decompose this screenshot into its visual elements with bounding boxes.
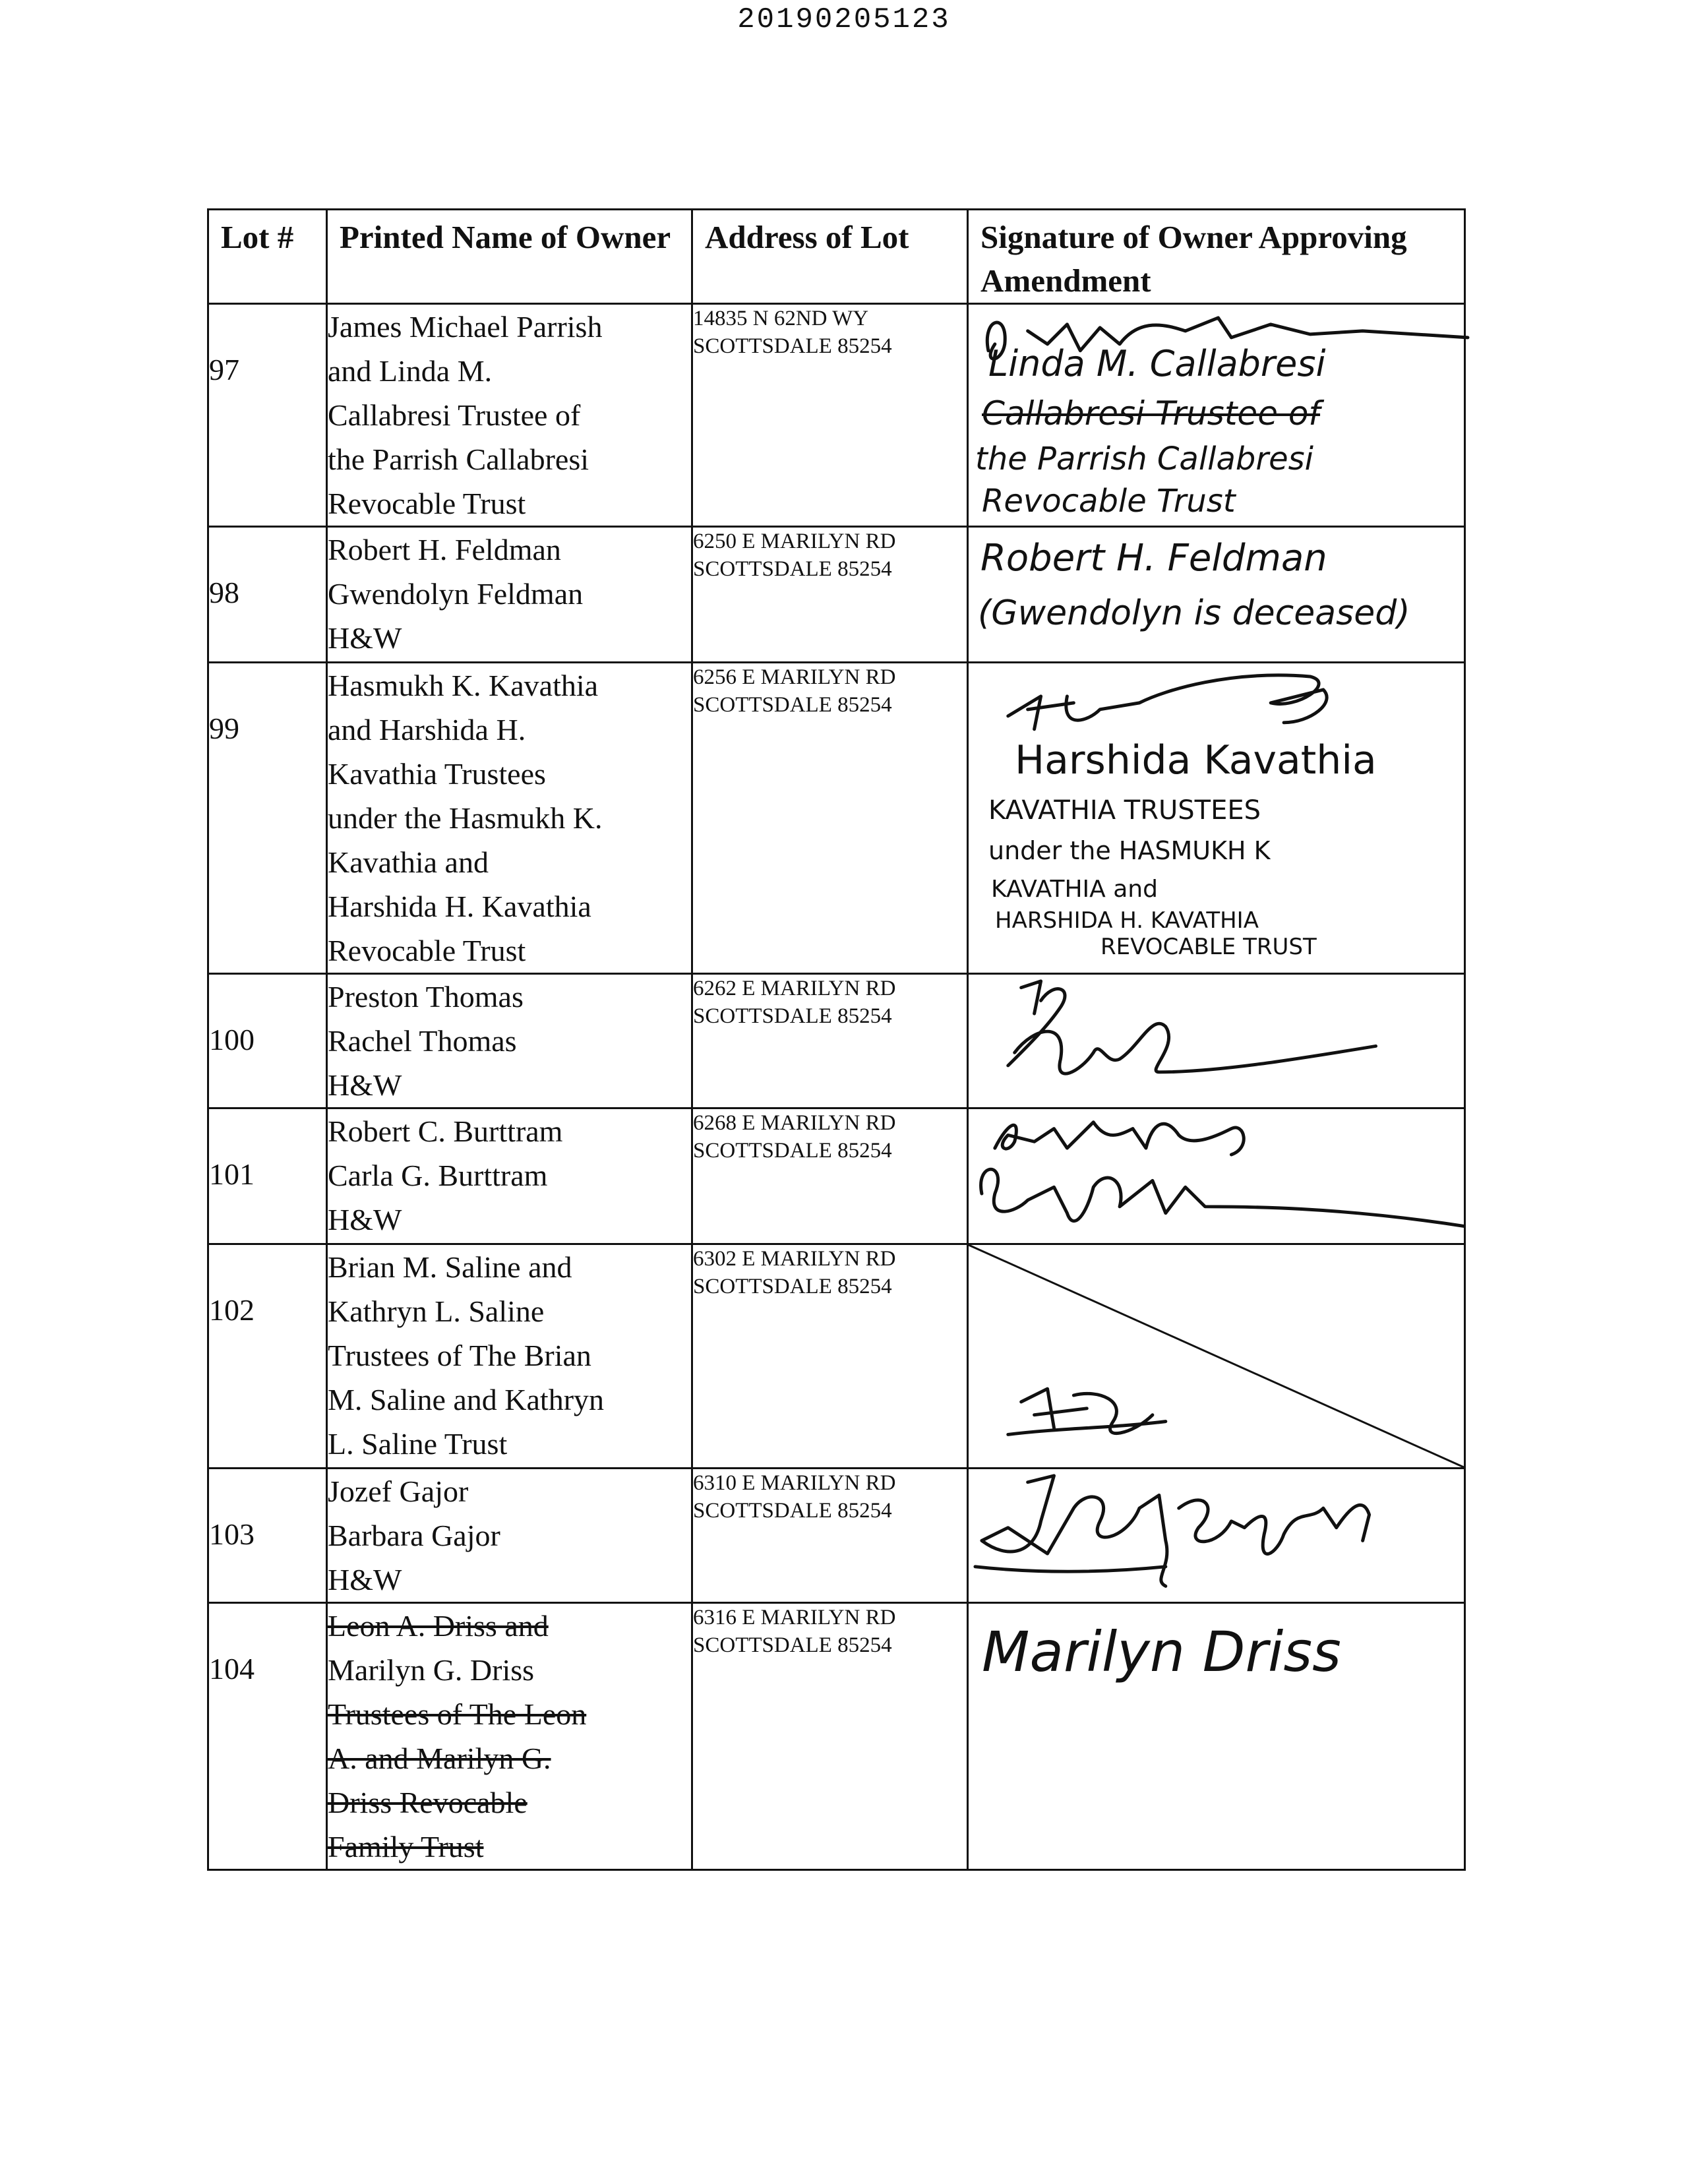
address-line: SCOTTSDALE 85254 xyxy=(693,1139,892,1163)
lot-number: 97 xyxy=(209,353,239,386)
address-line: 6268 E MARILYN RD xyxy=(693,1111,896,1135)
owner-name-line: M. Saline and Kathryn xyxy=(328,1383,605,1416)
address-line: 6256 E MARILYN RD xyxy=(693,665,896,689)
header-name: Printed Name of Owner xyxy=(327,210,692,304)
owner-name-line: Trustees of The Brian xyxy=(328,1339,591,1372)
signature-text: Harshida Kavathia xyxy=(1015,737,1377,783)
table-row xyxy=(208,1244,1465,1469)
signature-cell xyxy=(968,663,1465,974)
owner-name-line: Barbara Gajor xyxy=(328,1519,500,1552)
owner-name-line: Kavathia Trustees xyxy=(328,757,546,791)
signature-text: (Gwendolyn is deceased) xyxy=(978,593,1410,633)
owner-name-line: L. Saline Trust xyxy=(328,1427,508,1461)
address-line: 6250 E MARILYN RD xyxy=(693,530,896,553)
lot-cell xyxy=(208,663,327,974)
signature-text: Robert H. Feldman xyxy=(980,537,1327,580)
owner-name-line: Revocable Trust xyxy=(328,934,526,967)
address-cell xyxy=(692,1108,968,1244)
signature-text: Linda M. Callabresi xyxy=(988,343,1326,384)
owner-name-line: Jozef Gajor xyxy=(328,1474,469,1508)
owner-name-cell xyxy=(327,1603,692,1870)
table-row xyxy=(208,1108,1465,1244)
owner-name-line-struck: Family Trust xyxy=(328,1830,484,1864)
signature-cell xyxy=(968,1244,1465,1469)
lot-cell xyxy=(208,1244,327,1469)
owner-name-line: and Harshida H. xyxy=(328,713,526,746)
owner-name-line: Marilyn G. Driss xyxy=(328,1653,535,1687)
table-row xyxy=(208,304,1465,527)
address-line: 6316 E MARILYN RD xyxy=(693,1606,896,1629)
table-row xyxy=(208,1469,1465,1603)
header-address: Address of Lot xyxy=(692,210,968,304)
address-line: SCOTTSDALE 85254 xyxy=(693,1499,892,1523)
owner-name-line: H&W xyxy=(328,621,402,655)
table-row xyxy=(208,1603,1465,1870)
table-row xyxy=(208,974,1465,1108)
owner-name-line-struck: Leon A. Driss and xyxy=(328,1609,549,1643)
signature-scrawl xyxy=(969,1245,1464,1467)
address-line: SCOTTSDALE 85254 xyxy=(693,1275,892,1298)
owner-name-line: the Parrish Callabresi xyxy=(328,442,589,476)
signature-cell xyxy=(968,527,1465,663)
lot-cell xyxy=(208,1603,327,1870)
owner-name-line: H&W xyxy=(328,1203,402,1236)
address-cell xyxy=(692,304,968,527)
owners-table xyxy=(207,208,1466,1871)
lot-number: 101 xyxy=(209,1157,255,1191)
signature-text: Callabresi Trustee of xyxy=(982,394,1321,433)
owner-name-line: Robert C. Burttram xyxy=(328,1114,563,1148)
owner-name-line: Revocable Trust xyxy=(328,487,526,520)
signature-text: the Parrish Callabresi xyxy=(975,440,1313,477)
owner-name-cell xyxy=(327,304,692,527)
lot-cell xyxy=(208,1469,327,1603)
owner-name-line: Harshida H. Kavathia xyxy=(328,890,591,923)
lot-number: 102 xyxy=(209,1293,255,1327)
address-line: SCOTTSDALE 85254 xyxy=(693,334,892,358)
address-cell xyxy=(692,1469,968,1603)
signature-text: Marilyn Driss xyxy=(982,1620,1341,1684)
lot-number: 103 xyxy=(209,1517,255,1551)
owner-name-line: Carla G. Burttram xyxy=(328,1159,548,1192)
signature-cell xyxy=(968,304,1465,527)
lot-number: 100 xyxy=(209,1023,255,1056)
header-lot: Lot # xyxy=(208,210,327,304)
lot-cell xyxy=(208,527,327,663)
table-row xyxy=(208,663,1465,974)
signature-cell xyxy=(968,1108,1465,1244)
owner-name-line: Gwendolyn Feldman xyxy=(328,577,584,611)
signature-cell xyxy=(968,1603,1465,1870)
owner-name-line: H&W xyxy=(328,1068,402,1102)
owner-name-line-struck: Driss Revocable xyxy=(328,1786,528,1819)
owner-name-line: Rachel Thomas xyxy=(328,1024,517,1058)
address-line: SCOTTSDALE 85254 xyxy=(693,1004,892,1028)
owner-name-cell xyxy=(327,1244,692,1469)
lot-number: 99 xyxy=(209,712,239,745)
address-line: 14835 N 62ND WY xyxy=(693,307,869,330)
owner-name-line-struck: A. and Marilyn G. xyxy=(328,1742,551,1775)
address-line: 6310 E MARILYN RD xyxy=(693,1471,896,1495)
address-line: 6262 E MARILYN RD xyxy=(693,977,896,1000)
owner-name-line: and Linda M. xyxy=(328,354,493,388)
address-line: SCOTTSDALE 85254 xyxy=(693,557,892,581)
owner-name-line: under the Hasmukh K. xyxy=(328,801,603,835)
address-cell xyxy=(692,1603,968,1870)
signature-scrawl xyxy=(969,1469,1464,1602)
signature-cell xyxy=(968,974,1465,1108)
signature-text: REVOCABLE TRUST xyxy=(1100,934,1317,960)
lot-number: 104 xyxy=(209,1652,255,1685)
owner-name-cell xyxy=(327,663,692,974)
owner-name-line: Callabresi Trustee of xyxy=(328,398,581,432)
lot-number: 98 xyxy=(209,576,239,609)
signature-scrawl xyxy=(969,975,1464,1107)
owner-name-line: James Michael Parrish xyxy=(328,310,603,344)
owner-name-line: Brian M. Saline and xyxy=(328,1250,572,1284)
lot-cell xyxy=(208,1108,327,1244)
address-line: SCOTTSDALE 85254 xyxy=(693,1633,892,1657)
document-number: 20190205123 xyxy=(737,3,951,36)
table-row xyxy=(208,527,1465,663)
address-line: SCOTTSDALE 85254 xyxy=(693,693,892,717)
owner-name-cell xyxy=(327,1469,692,1603)
header-row xyxy=(208,210,1465,304)
owner-name-line: Robert H. Feldman xyxy=(328,533,561,566)
header-signature: Signature of Owner Approving Amendment xyxy=(968,210,1465,304)
owner-name-cell xyxy=(327,974,692,1108)
signature-text: under the HASMUKH K xyxy=(988,836,1271,865)
signature-text: KAVATHIA TRUSTEES xyxy=(988,795,1261,826)
owner-name-line: Kavathia and xyxy=(328,845,489,879)
signature-scrawl xyxy=(969,1109,1464,1243)
owner-name-line: Hasmukh K. Kavathia xyxy=(328,669,599,702)
lot-cell xyxy=(208,974,327,1108)
lot-cell xyxy=(208,304,327,527)
signature-text: Revocable Trust xyxy=(982,483,1236,520)
owner-name-line: Preston Thomas xyxy=(328,980,524,1014)
address-line: 6302 E MARILYN RD xyxy=(693,1247,896,1271)
address-cell xyxy=(692,1244,968,1469)
signature-cell xyxy=(968,1469,1465,1603)
owner-name-line-struck: Trustees of The Leon xyxy=(328,1697,587,1731)
address-cell xyxy=(692,663,968,974)
address-cell xyxy=(692,527,968,663)
owner-name-line: H&W xyxy=(328,1563,402,1596)
signature-text: KAVATHIA and xyxy=(991,876,1158,903)
owner-name-cell xyxy=(327,527,692,663)
signature-text: HARSHIDA H. KAVATHIA xyxy=(995,907,1259,934)
owner-name-cell xyxy=(327,1108,692,1244)
owner-name-line: Kathryn L. Saline xyxy=(328,1294,545,1328)
address-cell xyxy=(692,974,968,1108)
